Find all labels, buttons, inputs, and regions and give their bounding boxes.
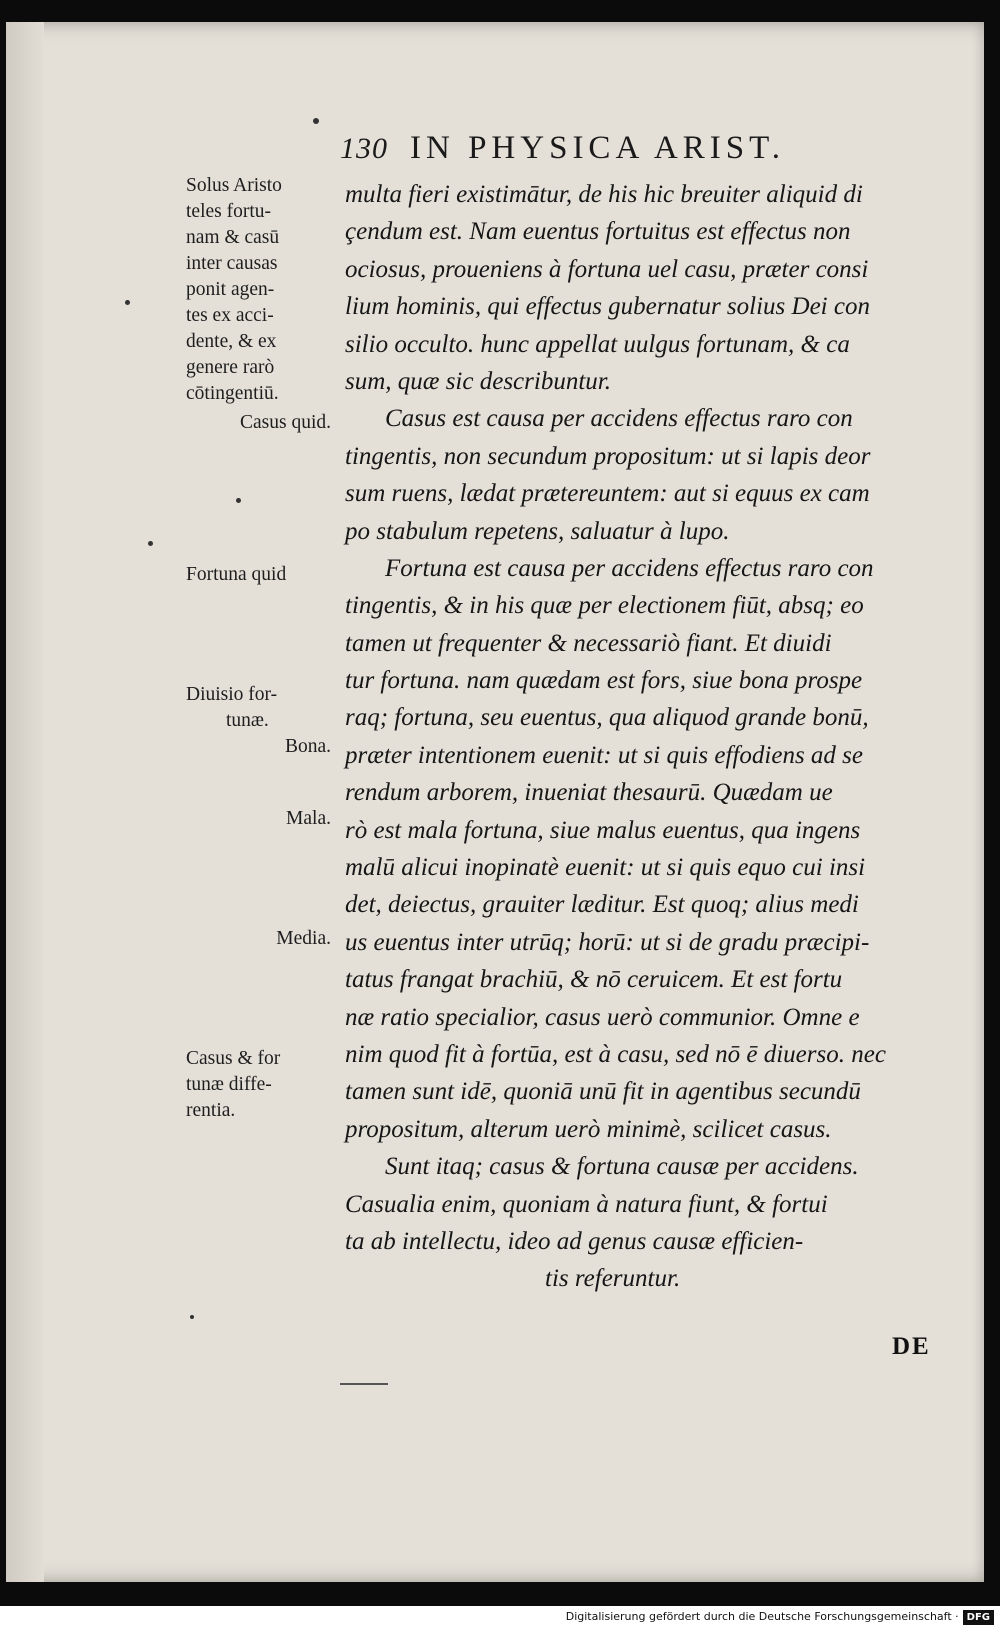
margin-note-line: Media.	[276, 928, 331, 949]
margin-note-fortuna-quid	[186, 562, 334, 588]
text-line: tingentis, & in his quæ per electionem fiūt, absq; eo	[345, 592, 864, 620]
margin-note-line: tunæ.	[226, 710, 269, 731]
margin-note-casus-quid	[186, 410, 331, 436]
page-header	[340, 130, 900, 167]
margin-note-line: inter causas	[186, 253, 278, 274]
ink-speck	[313, 118, 319, 124]
text-line: tingentis, non secundum propositum: ut si lapis deor	[345, 442, 871, 470]
text-line: rò est mala fortuna, siue malus euentus, qua ingens	[345, 816, 861, 844]
margin-note-line: cōtingentiū.	[186, 383, 279, 404]
margin-note-line: Casus quid.	[239, 412, 331, 433]
text-line: sum, quæ sic describuntur.	[345, 367, 611, 395]
text-line: po stabulum repetens, saluatur à lupo.	[345, 517, 730, 545]
text-line: tamen ut frequenter & necessariò fiant. Et diuidi	[345, 629, 832, 657]
text-line: lium hominis, qui effectus gubernatur solius Dei con	[345, 293, 870, 321]
margin-note-bona	[186, 734, 331, 760]
margin-note-line: Mala.	[286, 808, 331, 829]
text-line: tis referuntur.	[545, 1265, 681, 1293]
dfg-logo: DFG	[963, 1610, 994, 1625]
page-number: 130	[340, 132, 388, 165]
text-line: Fortuna est causa per accidens effectus raro con	[385, 554, 874, 582]
text-line: Sunt itaq; casus & fortuna causæ per accidens.	[385, 1153, 859, 1181]
margin-note-line: nam & casū	[186, 227, 280, 248]
ink-speck	[236, 498, 241, 503]
text-line: præter intentionem euenit: ut si quis effodiens ad se	[345, 741, 863, 769]
text-line: silio occulto. hunc appellat uulgus fortunam, & ca	[345, 330, 850, 358]
margin-note-line: Diuisio for-	[186, 684, 278, 705]
body-text	[345, 176, 955, 1298]
text-line: malū alicui inopinatè euenit: ut si quis equo cui insi	[345, 854, 866, 882]
margin-note-mala	[186, 806, 331, 832]
catchword: DE	[892, 1333, 931, 1360]
text-line: sum ruens, lædat prætereuntem: aut si equus ex cam	[345, 480, 870, 508]
margin-note-line: Solus Aristo	[186, 175, 282, 196]
text-line: Casualia enim, quoniam à natura fiunt, & fortui	[345, 1190, 828, 1218]
text-line: næ ratio specialior, casus uerò communior. Omne e	[345, 1003, 860, 1031]
margin-note-line: tes ex acci-	[186, 305, 274, 326]
text-line: det, deiectus, grauiter læditur. Est quoq; alius medi	[345, 891, 859, 919]
ink-speck	[190, 1315, 194, 1319]
text-line: us euentus inter utrūq; horū: ut si de gradu præcipi-	[345, 928, 870, 956]
margin-note-line: Bona.	[284, 736, 331, 757]
margin-note-line: Casus & for	[186, 1048, 281, 1069]
ink-dash	[340, 1383, 388, 1385]
text-line: ociosus, proueniens à fortuna uel casu, præter consi	[345, 255, 869, 283]
text-line: ta ab intellectu, ideo ad genus causæ efficien-	[345, 1227, 804, 1255]
margin-note-line: Fortuna quid	[186, 564, 287, 585]
margin-note-line: tunæ diffe-	[186, 1074, 272, 1095]
page-gutter	[6, 22, 44, 1582]
margin-note-aristotle	[186, 173, 334, 407]
running-title: IN PHYSICA ARIST.	[410, 130, 786, 166]
text-line: multa fieri existimātur, de his hic breuiter aliquid di	[345, 181, 863, 208]
ink-speck	[148, 541, 153, 546]
ink-speck	[125, 300, 130, 305]
margin-note-diuisio	[186, 682, 334, 734]
text-line: tur fortuna. nam quædam est fors, siue bona prospe	[345, 667, 863, 695]
margin-note-line: genere rarò	[186, 357, 275, 378]
text-line: Casus est causa per accidens effectus raro con	[385, 405, 853, 433]
text-line: çendum est. Nam euentus fortuitus est effectus non	[345, 218, 851, 246]
margin-note-line: dente, & ex	[186, 331, 277, 352]
digitization-footer	[0, 1606, 1000, 1628]
text-line: rendum arborem, inueniat thesaurū. Quædam ue	[345, 779, 833, 807]
text-line: tamen sunt idē, quoniā unū fit in agentibus secundū	[345, 1078, 861, 1106]
text-line: propositum, alterum uerò minimè, scilicet casus.	[345, 1115, 832, 1143]
margin-note-line: ponit agen-	[186, 279, 275, 300]
margin-note-media	[186, 926, 331, 952]
margin-note-line: rentia.	[186, 1100, 236, 1121]
text-line: tatus frangat brachiū, & nō ceruicem. Et est fortu	[345, 966, 843, 994]
text-line: nim quod fit à fortūa, est à casu, sed nō ē diuerso. nec	[345, 1040, 886, 1068]
text-line: raq; fortuna, seu euentus, qua aliquod grande bonū,	[345, 704, 869, 732]
footer-credit: Digitalisierung gefördert durch die Deutsche Forschungsgemeinschaft ·	[565, 1610, 959, 1623]
margin-note-differentia	[186, 1046, 334, 1124]
margin-note-line: teles fortu-	[186, 201, 272, 222]
